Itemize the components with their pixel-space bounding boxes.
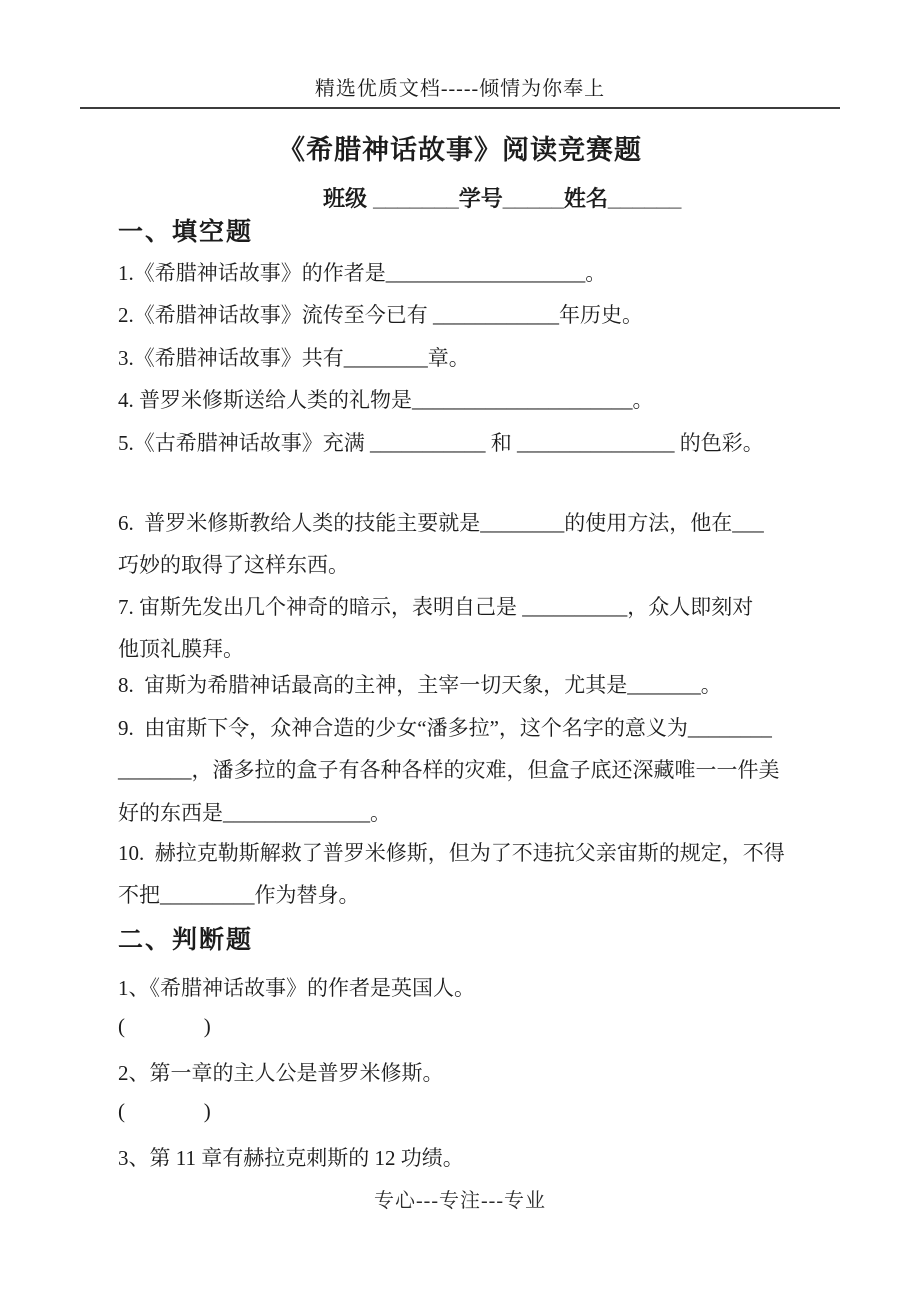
fill-question-10-line-2: 不把_________作为替身。 — [118, 883, 360, 907]
header-divider — [80, 107, 840, 109]
fill-question-9-line-3: 好的东西是______________。 — [118, 801, 391, 825]
fill-question-6-line-1: 6. 普罗米修斯教给人类的技能主要就是________的使用方法，他在___ — [118, 511, 764, 535]
judge-answer-parens-1: ( ) — [118, 1014, 211, 1038]
judge-question-2: 2、第一章的主人公是普罗米修斯。 — [118, 1061, 444, 1085]
fill-question-9-line-1: 9. 由宙斯下令，众神合造的少女“潘多拉”，这个名字的意义为________ — [118, 716, 772, 740]
fill-question-10-line-1: 10. 赫拉克勒斯解救了普罗米修斯，但为了不违抗父亲宙斯的规定，不得 — [118, 841, 785, 865]
section-heading-true-false: 二、判断题 — [118, 926, 254, 954]
fill-question-3: 3.《希腊神话故事》共有________章。 — [118, 346, 470, 370]
fill-question-9-line-2: _______，潘多拉的盒子有各种各样的灾难，但盒子底还深藏唯一一件美 — [118, 758, 780, 782]
fill-question-1: 1.《希腊神话故事》的作者是___________________。 — [118, 261, 607, 285]
judge-question-1: 1、《希腊神话故事》的作者是英国人。 — [118, 976, 475, 1000]
student-info-line: 班级 _______学号_____姓名______ — [323, 186, 682, 211]
header-slogan: 精选优质文档-----倾情为你奉上 — [314, 78, 606, 100]
page-title: 《希腊神话故事》阅读竞赛题 — [278, 135, 642, 165]
section-heading-fill-in: 一、填空题 — [118, 218, 254, 246]
fill-question-6-line-2: 巧妙的取得了这样东西。 — [118, 553, 349, 577]
fill-question-4: 4. 普罗米修斯送给人类的礼物是_____________________。 — [118, 388, 654, 412]
fill-question-7-line-2: 他顶礼膜拜。 — [118, 637, 244, 661]
fill-question-2: 2.《希腊神话故事》流传至今已有 ____________年历史。 — [118, 303, 643, 327]
fill-question-8: 8. 宙斯为希腊神话最高的主神，主宰一切天象，尤其是_______。 — [118, 673, 722, 697]
judge-answer-parens-2: ( ) — [118, 1099, 211, 1123]
judge-question-3: 3、第 11 章有赫拉克刺斯的 12 功绩。 — [118, 1146, 464, 1170]
fill-question-7-line-1: 7. 宙斯先发出几个神奇的暗示，表明自己是 __________，众人即刻对 — [118, 595, 754, 619]
footer-slogan: 专心---专注---专业 — [374, 1190, 546, 1212]
fill-question-5: 5.《古希腊神话故事》充满 ___________ 和 _______________ 的色彩。 — [118, 431, 764, 455]
